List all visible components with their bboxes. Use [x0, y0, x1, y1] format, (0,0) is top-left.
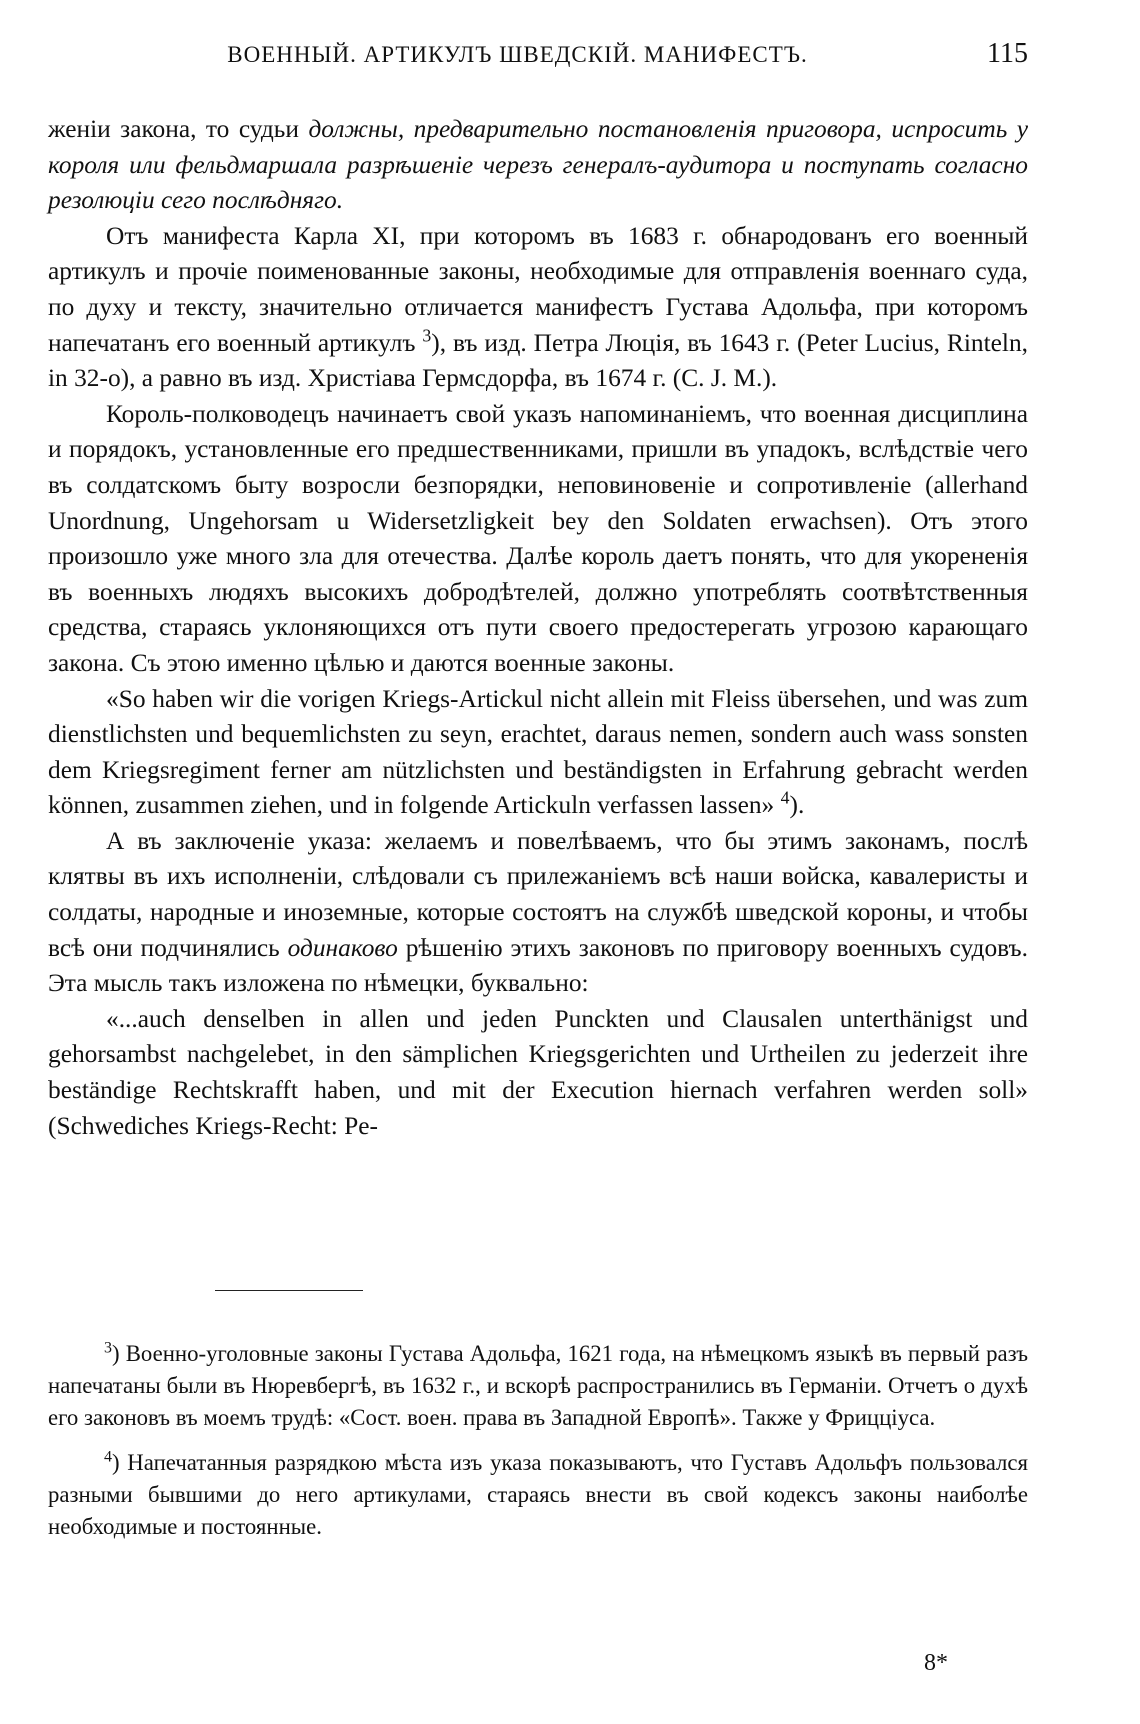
footnote-4-marker: 4: [104, 1448, 112, 1466]
footnotes: [48, 1338, 1028, 1557]
main-text: [48, 112, 1028, 1144]
footnote-3-marker: 3: [104, 1339, 112, 1357]
paragraph-4-end: ).: [789, 791, 805, 820]
signature-mark: 8*: [924, 1650, 948, 1676]
running-head: [48, 38, 1028, 70]
running-head-title: ВОЕННЫЙ. АРТИКУЛЪ ШВЕДСКІЙ. МАНИФЕСТЪ.: [227, 42, 808, 67]
footnote-3-text: ) Военно-уголовные законы Густава Адольфа, 1621 года, на нѣмецкомъ языкѣ въ первый разъ напечатаны были въ Нюревбергѣ, въ 1632 г., и вскорѣ распространились въ Германіи. Отчетъ о духѣ его законовъ въ моемъ трудѣ: «Сост. воен. права въ Западной Европѣ». Также у Фрицціуса.: [48, 1341, 1028, 1430]
footnote-3: [48, 1338, 1028, 1433]
paragraph-1-start: женіи закона, то судьи: [48, 115, 309, 143]
footnote-ref-4: 4: [780, 787, 790, 808]
paragraph-5-italic: одинаково: [287, 933, 398, 962]
paragraph-2-end: ), въ изд. Петра Люція, въ 1643 г. (Peter Lucius, Rinteln, in 32-o), а равно въ изд. Христіава Гермсдорфа, въ 1674 г. (C. J. M.).: [48, 328, 1028, 393]
footnote-divider: [215, 1290, 363, 1291]
paragraph-3: Король-полководецъ начинаетъ свой указъ напоминаніемъ, что военная дисциплина и порядокъ, установленные его предшественниками, пришли въ упадокъ, вслѣдствіе чего въ солдатскомъ быту возросли безпорядки, неповиновеніе и сопротивленіе (allerhand Unordnung, Ungehorsam u Widersetzligkeit bey den Soldaten erwachsen). Отъ этого произошло уже много зла для отечества. Далѣе король даетъ понять, что для укорененія въ военныхъ людяхъ высокихъ добродѣтелей, должно употреблять соотвѣтственныя средства, стараясь уклоняющихся отъ пути своего предостерегать угрозою карающаго закона. Съ этою именно цѣлью и даются военные законы.: [48, 399, 1028, 677]
paragraph-1-italic: должны, предварительно постановленія приговора, испросить у короля или фельдмаршала разрѣшеніе черезъ генералъ-аудитора и поступать согласно резолюціи сего послѣдняго.: [48, 115, 1028, 215]
footnote-4: [48, 1447, 1028, 1542]
paragraph-4-german-quote: [48, 682, 1028, 824]
paragraph-1: [48, 112, 1028, 219]
page-number: 115: [987, 38, 1028, 69]
paragraph-5-end: рѣшенію этихъ законовъ по приговору военныхъ судовъ. Эта мысль такъ изложена по нѣмецки, буквально:: [48, 933, 1029, 998]
paragraph-6-german-quote: «...auch denselben in allen und jeden Punckten und Clausalen unterthänigst und gehorsambst nachgelebet, in den sämplichen Kriegsgerichten und Urtheilen zu jederzeit ihre beständige Rechtskrafft haben, und mit der Execution hiernach verfahren werden soll» (Schwediches Kriegs-Recht: Pe-: [48, 1004, 1028, 1140]
paragraph-2: [48, 219, 1028, 397]
paragraph-4-text: «So haben wir die vorigen Kriegs-Artickul nicht allein mit Fleiss übersehen, und was zum dienstlichsten und bequemlichsten zu seyn, erachtet, daraus nemen, sondern auch wass sonsten dem Kriegsregiment ferner am nützlichsten und beständigsten in Erfahrung gebracht werden können, zusammen ziehen, und in folgende Artickuln verfassen lassen»: [48, 684, 1028, 820]
footnote-ref-3: 3: [422, 325, 432, 346]
paragraph-5: [48, 824, 1028, 1002]
paragraph-2-text: Отъ манифеста Карла XI, при которомъ въ 1683 г. обнародованъ его военный артикулъ и прочіе поименованные законы, необходимые для отправленія военнаго суда, по духу и тексту, значительно отличается манифестъ Густава Адольфа, при которомъ напечатанъ его военный артикулъ: [48, 221, 1028, 357]
paragraph-5-start: А въ заключеніе указа: желаемъ и повелѣваемъ, что бы этимъ законамъ, послѣ клятвы въ ихъ исполненіи, слѣдовали съ прилежаніемъ всѣ наши войска, кавалеристы и солдаты, народные и иноземные, которые состоятъ на службѣ шведской короны, и чтобы всѣ они подчинялись: [48, 826, 1028, 962]
footnote-4-text: ) Напечатанныя разрядкою мѣста изъ указа показываютъ, что Густавъ Адольфъ пользовался разными бывшими до него артикулами, стараясь внести въ свой кодексъ законы наиболѣе необходимые и постоянные.: [48, 1450, 1028, 1539]
